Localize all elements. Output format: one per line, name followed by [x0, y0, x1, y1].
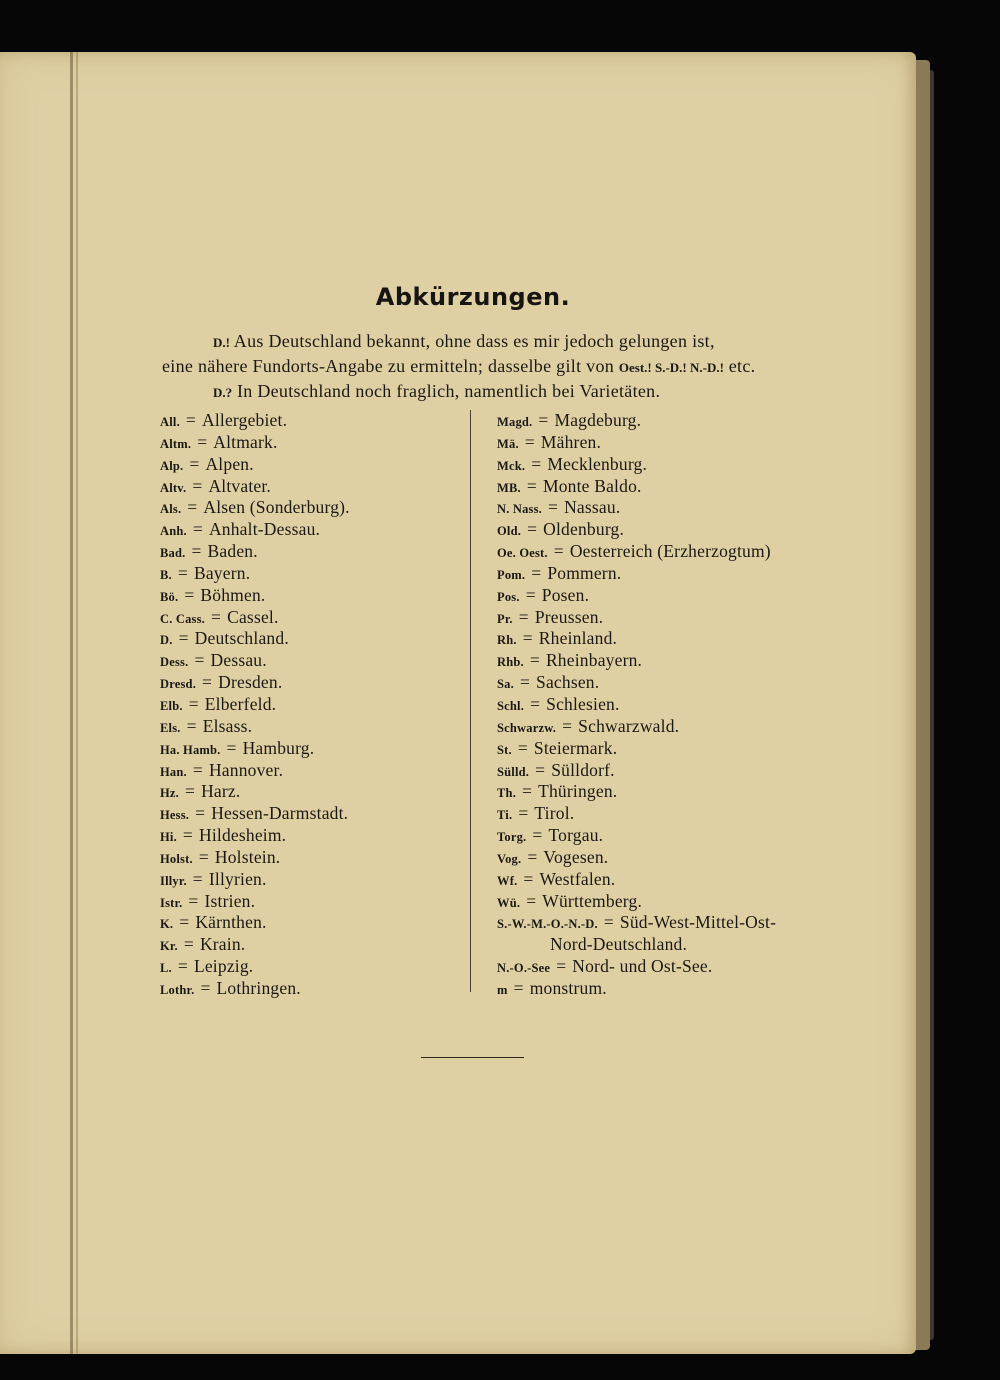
- abbreviation-code: Altv.: [160, 480, 187, 495]
- abbreviation-entry: [497, 519, 776, 541]
- abbreviation-code: Istr.: [160, 895, 183, 910]
- abbreviation-code: Elb.: [160, 698, 183, 713]
- abbreviation-entry: [497, 694, 776, 716]
- intro-mark-d-excl: D.!: [213, 335, 230, 350]
- abbreviation-code: Bad.: [160, 546, 186, 561]
- abbreviation-entry: [160, 497, 350, 519]
- abbreviation-code: Han.: [160, 764, 187, 779]
- equals-sign: =: [186, 715, 197, 736]
- abbreviation-code: Pr.: [497, 611, 513, 626]
- abbreviation-meaning: Dresden.: [218, 672, 283, 693]
- abbreviation-meaning: Sülldorf.: [551, 759, 615, 780]
- abbreviation-meaning: Süd-West-Mittel-Ost-: [619, 912, 777, 933]
- abbreviation-meaning: Elberfeld.: [204, 693, 277, 714]
- abbreviation-code: Ha. Hamb.: [160, 742, 221, 757]
- equals-sign: =: [548, 497, 559, 518]
- abbreviation-meaning: Hamburg.: [242, 737, 315, 758]
- abbreviation-entry: [160, 432, 350, 454]
- equals-sign: =: [177, 956, 188, 977]
- abbreviation-entry: [497, 476, 776, 498]
- abbreviation-code: Hi.: [160, 830, 177, 845]
- equals-sign: =: [522, 628, 533, 649]
- abbreviation-meaning: Magdeburg.: [554, 410, 642, 430]
- abbreviation-code: Ti.: [497, 808, 513, 823]
- abbreviation-meaning: Kärnthen.: [195, 912, 267, 933]
- abbreviation-meaning: Sachsen.: [536, 672, 600, 693]
- equals-sign: =: [211, 606, 222, 627]
- abbreviation-code: Kr.: [160, 939, 178, 954]
- abbreviation-code: Wf.: [497, 873, 518, 888]
- equals-sign: =: [192, 759, 203, 780]
- abbreviation-meaning: Nassau.: [564, 497, 621, 518]
- abbreviation-meaning: Cassel.: [227, 606, 279, 627]
- abbreviation-meaning: Tirol.: [534, 803, 575, 824]
- abbreviation-entry: [160, 716, 350, 738]
- abbreviation-entry: [497, 541, 776, 563]
- abbreviation-meaning: Rheinland.: [538, 628, 618, 649]
- abbreviation-entry: [160, 912, 350, 934]
- equals-sign: =: [523, 868, 534, 889]
- gutter-stitching: [76, 52, 78, 1354]
- abbreviation-code: Hz.: [160, 786, 179, 801]
- equals-sign: =: [531, 562, 542, 583]
- abbreviation-code: Wü.: [497, 895, 521, 910]
- intro-text-3: In Deutschland noch fraglich, namentlich bei Varietäten.: [232, 381, 661, 401]
- equals-sign: =: [194, 650, 205, 671]
- abbreviation-entry: [497, 432, 776, 454]
- equals-sign: =: [188, 890, 199, 911]
- abbreviation-code: Sa.: [497, 677, 514, 692]
- equals-sign: =: [527, 846, 538, 867]
- abbreviation-entry: [497, 410, 776, 432]
- abbreviation-entry: [160, 694, 350, 716]
- abbreviation-meaning: Altmark.: [213, 431, 278, 452]
- equals-sign: =: [526, 890, 537, 911]
- abbreviation-entry: [160, 476, 350, 498]
- intro-marks-2: Oest.! S.-D.! N.-D.!: [618, 360, 724, 375]
- abbreviation-meaning: Schwarzwald.: [578, 715, 680, 736]
- equals-sign: =: [198, 846, 209, 867]
- abbreviation-meaning: Nord-Deutschland.: [550, 934, 688, 955]
- abbreviation-meaning: Monte Baldo.: [542, 475, 642, 496]
- equals-sign: =: [182, 825, 193, 846]
- equals-sign: =: [185, 781, 196, 802]
- abbreviation-code: Lothr.: [160, 982, 195, 997]
- abbreviation-entry: [160, 956, 350, 978]
- abbreviation-entry: [160, 847, 350, 869]
- abbreviation-meaning: Nord- und Ost-See.: [572, 956, 713, 977]
- equals-sign: =: [562, 715, 573, 736]
- abbreviation-code: C. Cass.: [160, 611, 206, 626]
- intro-text-2: eine nähere Fundorts-Angabe zu ermitteln; dasselbe gilt von: [162, 356, 619, 376]
- abbreviation-meaning: Lothringen.: [216, 977, 301, 998]
- abbreviation-entry: [160, 891, 350, 913]
- page-title: Abkürzungen.: [375, 283, 571, 311]
- equals-sign: =: [179, 912, 190, 933]
- abbreviation-code: Pom.: [497, 567, 526, 582]
- abbreviation-entry: [160, 978, 350, 1000]
- abbreviation-code: S.-W.-M.-O.-N.-D.: [497, 917, 598, 932]
- book-page: [0, 52, 916, 1354]
- equals-sign: =: [538, 410, 549, 430]
- abbreviation-code: Rhb.: [497, 655, 524, 670]
- abbreviation-entry: [497, 738, 776, 760]
- abbreviation-code: Dess.: [160, 655, 189, 670]
- equals-sign: =: [197, 431, 208, 452]
- abbreviation-code: Holst.: [160, 851, 193, 866]
- equals-sign: =: [519, 672, 531, 693]
- abbreviation-entry: [497, 781, 776, 803]
- abbreviation-meaning: Mähren.: [540, 431, 602, 452]
- abbreviation-code: Mä.: [497, 436, 519, 451]
- page-stack-edge: [914, 60, 930, 1350]
- abbreviation-meaning: Leipzig.: [193, 956, 254, 977]
- abbreviation-code: B.: [160, 567, 172, 582]
- abbreviation-code: All.: [160, 415, 180, 429]
- abbreviation-code: Schwarzw.: [497, 720, 557, 735]
- end-rule: [421, 1057, 524, 1058]
- abbreviation-meaning: monstrum.: [529, 977, 607, 998]
- abbreviation-entry: [160, 738, 350, 760]
- abbreviation-meaning: Oesterreich (Erzherzogtum): [569, 541, 771, 562]
- abbreviation-meaning: Elsass.: [202, 715, 253, 736]
- abbreviation-entry: [160, 607, 350, 629]
- abbreviation-entry: [497, 934, 776, 956]
- abbreviation-entry: [497, 454, 776, 476]
- abbreviation-entry: [497, 628, 776, 650]
- abbreviation-meaning: Thüringen.: [538, 781, 618, 802]
- abbreviation-code: K.: [160, 917, 174, 932]
- intro-line-2: [162, 356, 755, 377]
- abbreviation-code: Rh.: [497, 633, 517, 648]
- abbreviation-code: Schl.: [497, 698, 525, 713]
- abbreviation-meaning: Württemberg.: [542, 890, 643, 911]
- abbreviation-meaning: Preussen.: [534, 606, 604, 627]
- abbreviation-list-left: [160, 410, 350, 1000]
- abbreviation-meaning: Krain.: [199, 934, 246, 955]
- intro-line-3: [213, 381, 660, 402]
- equals-sign: =: [531, 453, 542, 474]
- abbreviation-code: Th.: [497, 786, 517, 801]
- equals-sign: =: [202, 672, 213, 693]
- equals-sign: =: [517, 737, 528, 758]
- abbreviation-meaning: Vogesen.: [543, 846, 609, 867]
- abbreviation-entry: [160, 825, 350, 847]
- abbreviation-meaning: Altvater.: [208, 475, 271, 496]
- abbreviation-meaning: Hildesheim.: [199, 825, 287, 846]
- abbreviation-entry: [160, 519, 350, 541]
- abbreviation-code: D.: [160, 633, 173, 648]
- abbreviation-code: Vog.: [497, 851, 522, 866]
- abbreviation-code: St.: [497, 742, 512, 757]
- equals-sign: =: [522, 781, 533, 802]
- abbreviation-entry: [160, 628, 350, 650]
- column-divider: [470, 410, 471, 992]
- abbreviation-entry: [160, 760, 350, 782]
- abbreviation-entry: [160, 650, 350, 672]
- equals-sign: =: [189, 453, 200, 474]
- abbreviation-entry: [497, 803, 776, 825]
- gutter-fold: [70, 52, 73, 1354]
- abbreviation-code: MB.: [497, 480, 521, 495]
- equals-sign: =: [188, 693, 199, 714]
- abbreviation-code: Illyr.: [160, 873, 187, 888]
- abbreviation-meaning: Westfalen.: [539, 868, 616, 889]
- abbreviation-entry: [497, 847, 776, 869]
- abbreviation-code: Alp.: [160, 458, 184, 473]
- equals-sign: =: [184, 584, 195, 605]
- abbreviation-meaning: Schlesien.: [546, 693, 620, 714]
- equals-sign: =: [200, 977, 211, 998]
- equals-sign: =: [529, 650, 540, 671]
- abbreviation-entry: [160, 410, 350, 432]
- abbreviation-code: Pos.: [497, 589, 520, 604]
- abbreviation-entry: [160, 781, 350, 803]
- abbreviation-entry: [497, 607, 776, 629]
- equals-sign: =: [527, 519, 538, 540]
- equals-sign: =: [178, 628, 189, 649]
- abbreviation-entry: [497, 650, 776, 672]
- abbreviation-entry: [497, 585, 776, 607]
- abbreviation-code: Sülld.: [497, 764, 530, 779]
- abbreviation-entry: [497, 956, 776, 978]
- abbreviation-entry: [497, 869, 776, 891]
- abbreviation-entry: [497, 497, 776, 519]
- abbreviation-meaning: Hannover.: [208, 759, 284, 780]
- abbreviation-code: Hess.: [160, 808, 190, 823]
- intro-line-1: [213, 331, 715, 352]
- abbreviation-entry: [497, 716, 776, 738]
- abbreviation-code: m: [497, 982, 508, 997]
- abbreviation-entry: [160, 541, 350, 563]
- abbreviation-entry: [497, 563, 776, 585]
- abbreviation-meaning: Böhmen.: [200, 584, 266, 605]
- intro-mark-d-question: D.?: [213, 385, 233, 400]
- equals-sign: =: [535, 759, 546, 780]
- abbreviation-meaning: Holstein.: [214, 846, 281, 867]
- abbreviation-meaning: Posen.: [541, 584, 590, 605]
- equals-sign: =: [195, 803, 206, 824]
- abbreviation-meaning: Pommern.: [547, 562, 622, 583]
- abbreviation-entry: [160, 869, 350, 891]
- equals-sign: =: [191, 541, 202, 562]
- equals-sign: =: [530, 693, 541, 714]
- abbreviation-entry: [497, 825, 776, 847]
- abbreviation-entry: [160, 585, 350, 607]
- equals-sign: =: [177, 562, 188, 583]
- equals-sign: =: [524, 431, 535, 452]
- abbreviation-entry: [160, 672, 350, 694]
- abbreviation-code: N. Nass.: [497, 502, 543, 517]
- abbreviation-entry: [160, 934, 350, 956]
- abbreviation-list-right: [497, 410, 776, 1000]
- abbreviation-meaning: Hessen-Darmstadt.: [211, 803, 349, 824]
- equals-sign: =: [532, 825, 543, 846]
- abbreviation-code: Oe. Oest.: [497, 546, 548, 561]
- abbreviation-code: Altm.: [160, 436, 192, 451]
- abbreviation-meaning: Alpen.: [205, 453, 254, 474]
- equals-sign: =: [603, 912, 614, 933]
- equals-sign: =: [192, 475, 203, 496]
- intro-text-2-end: etc.: [723, 356, 756, 376]
- abbreviation-meaning: Anhalt-Dessau.: [208, 519, 321, 540]
- abbreviation-meaning: Dessau.: [210, 650, 267, 671]
- abbreviation-meaning: Bayern.: [193, 562, 251, 583]
- abbreviation-meaning: Harz.: [201, 781, 241, 802]
- equals-sign: =: [518, 606, 529, 627]
- abbreviation-meaning: Deutschland.: [194, 628, 289, 649]
- equals-sign: =: [525, 584, 536, 605]
- equals-sign: =: [226, 737, 237, 758]
- abbreviation-code: Magd.: [497, 415, 533, 429]
- equals-sign: =: [185, 410, 196, 430]
- abbreviation-meaning: Mecklenburg.: [547, 453, 648, 474]
- equals-sign: =: [192, 868, 203, 889]
- abbreviation-entry: [497, 760, 776, 782]
- abbreviation-meaning: Alsen (Sonderburg).: [203, 497, 350, 518]
- equals-sign: =: [513, 977, 524, 998]
- abbreviation-meaning: Istrien.: [204, 890, 256, 911]
- abbreviation-code: Anh.: [160, 524, 187, 539]
- equals-sign: =: [518, 803, 529, 824]
- equals-sign: =: [556, 956, 567, 977]
- abbreviation-entry: [160, 563, 350, 585]
- abbreviation-meaning: Oldenburg.: [543, 519, 625, 540]
- abbreviation-code: Dresd.: [160, 677, 197, 692]
- abbreviation-entry: [497, 672, 776, 694]
- equals-sign: =: [187, 497, 198, 518]
- equals-sign: =: [526, 475, 537, 496]
- abbreviation-entry: [497, 912, 776, 934]
- abbreviation-code: Torg.: [497, 830, 527, 845]
- equals-sign: =: [183, 934, 194, 955]
- abbreviation-meaning: Torgau.: [548, 825, 604, 846]
- abbreviation-code: L.: [160, 961, 172, 976]
- abbreviation-meaning: Allergebiet.: [201, 410, 288, 430]
- equals-sign: =: [553, 541, 564, 562]
- abbreviation-code: Als.: [160, 502, 182, 517]
- equals-sign: =: [192, 519, 203, 540]
- abbreviation-entry: [160, 454, 350, 476]
- abbreviation-code: Mck.: [497, 458, 526, 473]
- intro-text-1: Aus Deutschland bekannt, ohne dass es mir jedoch gelungen ist,: [229, 331, 715, 351]
- abbreviation-code: Els.: [160, 720, 181, 735]
- abbreviation-code: N.-O.-See: [497, 961, 551, 976]
- abbreviation-code: Bö.: [160, 589, 179, 604]
- abbreviation-entry: [160, 803, 350, 825]
- abbreviation-entry: [497, 891, 776, 913]
- abbreviation-meaning: Baden.: [207, 541, 258, 562]
- abbreviation-meaning: Rheinbayern.: [545, 650, 643, 671]
- abbreviation-entry: [497, 978, 776, 1000]
- abbreviation-meaning: Steiermark.: [533, 737, 618, 758]
- abbreviation-code: Old.: [497, 524, 522, 539]
- abbreviation-meaning: Illyrien.: [208, 868, 267, 889]
